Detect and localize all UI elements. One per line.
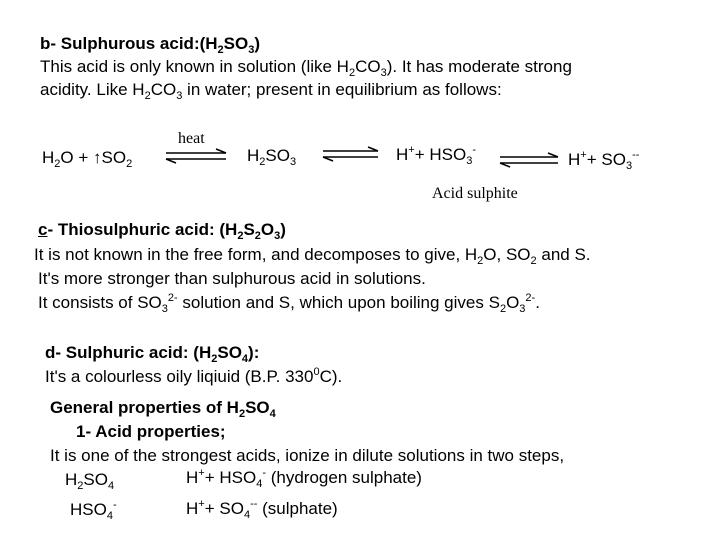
acid-sulphite-label: Acid sulphite [432, 185, 518, 202]
equilibrium-arrow-icon [500, 153, 558, 167]
up-arrow-icon: ↑ [93, 148, 102, 167]
acid-properties-subtitle: 1- Acid properties; [76, 422, 226, 441]
step1-reactant: $H_2SO_4$ [65, 470, 115, 492]
section-c-text-line3: It consists of $SO_3^{2-}$ solution and S, which upon boiling gives $S_2O_3^{2-}$. [38, 292, 540, 315]
section-b-text-line1: This acid is only known in solution (like $H_2CO_3$). It has moderate strong [40, 57, 572, 79]
equation1-product1: $H_2SO_3$ [247, 146, 297, 168]
section-c-text-line2: It's more stronger than sulphurous acid in solutions. [38, 269, 426, 288]
heat-label: heat [178, 130, 205, 147]
step2-products: $H^++ SO_4^{--}$ (sulphate) [186, 498, 338, 521]
step1-products: $H^++ HSO_4^-$ (hydrogen sulphate) [186, 467, 422, 490]
equilibrium-arrow-icon [323, 147, 378, 161]
general-text-line1: It is one of the strongest acids, ionize in dilute solutions in two steps, [50, 446, 565, 465]
section-d-heading: d- Sulphuric acid: $(H_2SO_4)$: [45, 343, 260, 365]
equation1-reactants: $H_2O$ + $↑SO_2$ [42, 148, 133, 170]
section-c-text-line1: It is not known in the free form, and decomposes to give, $H_2O$, $SO_2$ and S. [34, 245, 591, 267]
section-c-heading: c- Thiosulphuric acid: $(H_2S_2O_3)$ [38, 220, 286, 242]
section-d-text-line1: It's a colourless oily liqiuid (B.P. $330^0C$). [45, 366, 343, 386]
step2-reactant: $HSO_4^-$ [70, 499, 117, 522]
equilibrium-arrow-icon [166, 149, 226, 163]
section-b-text-line2: acidity. Like $H_2CO_3$ in water; present in equilibrium as follows: [40, 80, 502, 102]
equation1-product3: $H^++ SO_3^{--}$ [568, 149, 640, 172]
equation1-product2: $H^++ HSO_3^-$ [396, 144, 477, 167]
general-properties-title: General properties of $H_2SO_4$ [50, 398, 276, 420]
section-b-heading: b- Sulphurous $acid:(H_2SO_3)$ [40, 34, 261, 56]
